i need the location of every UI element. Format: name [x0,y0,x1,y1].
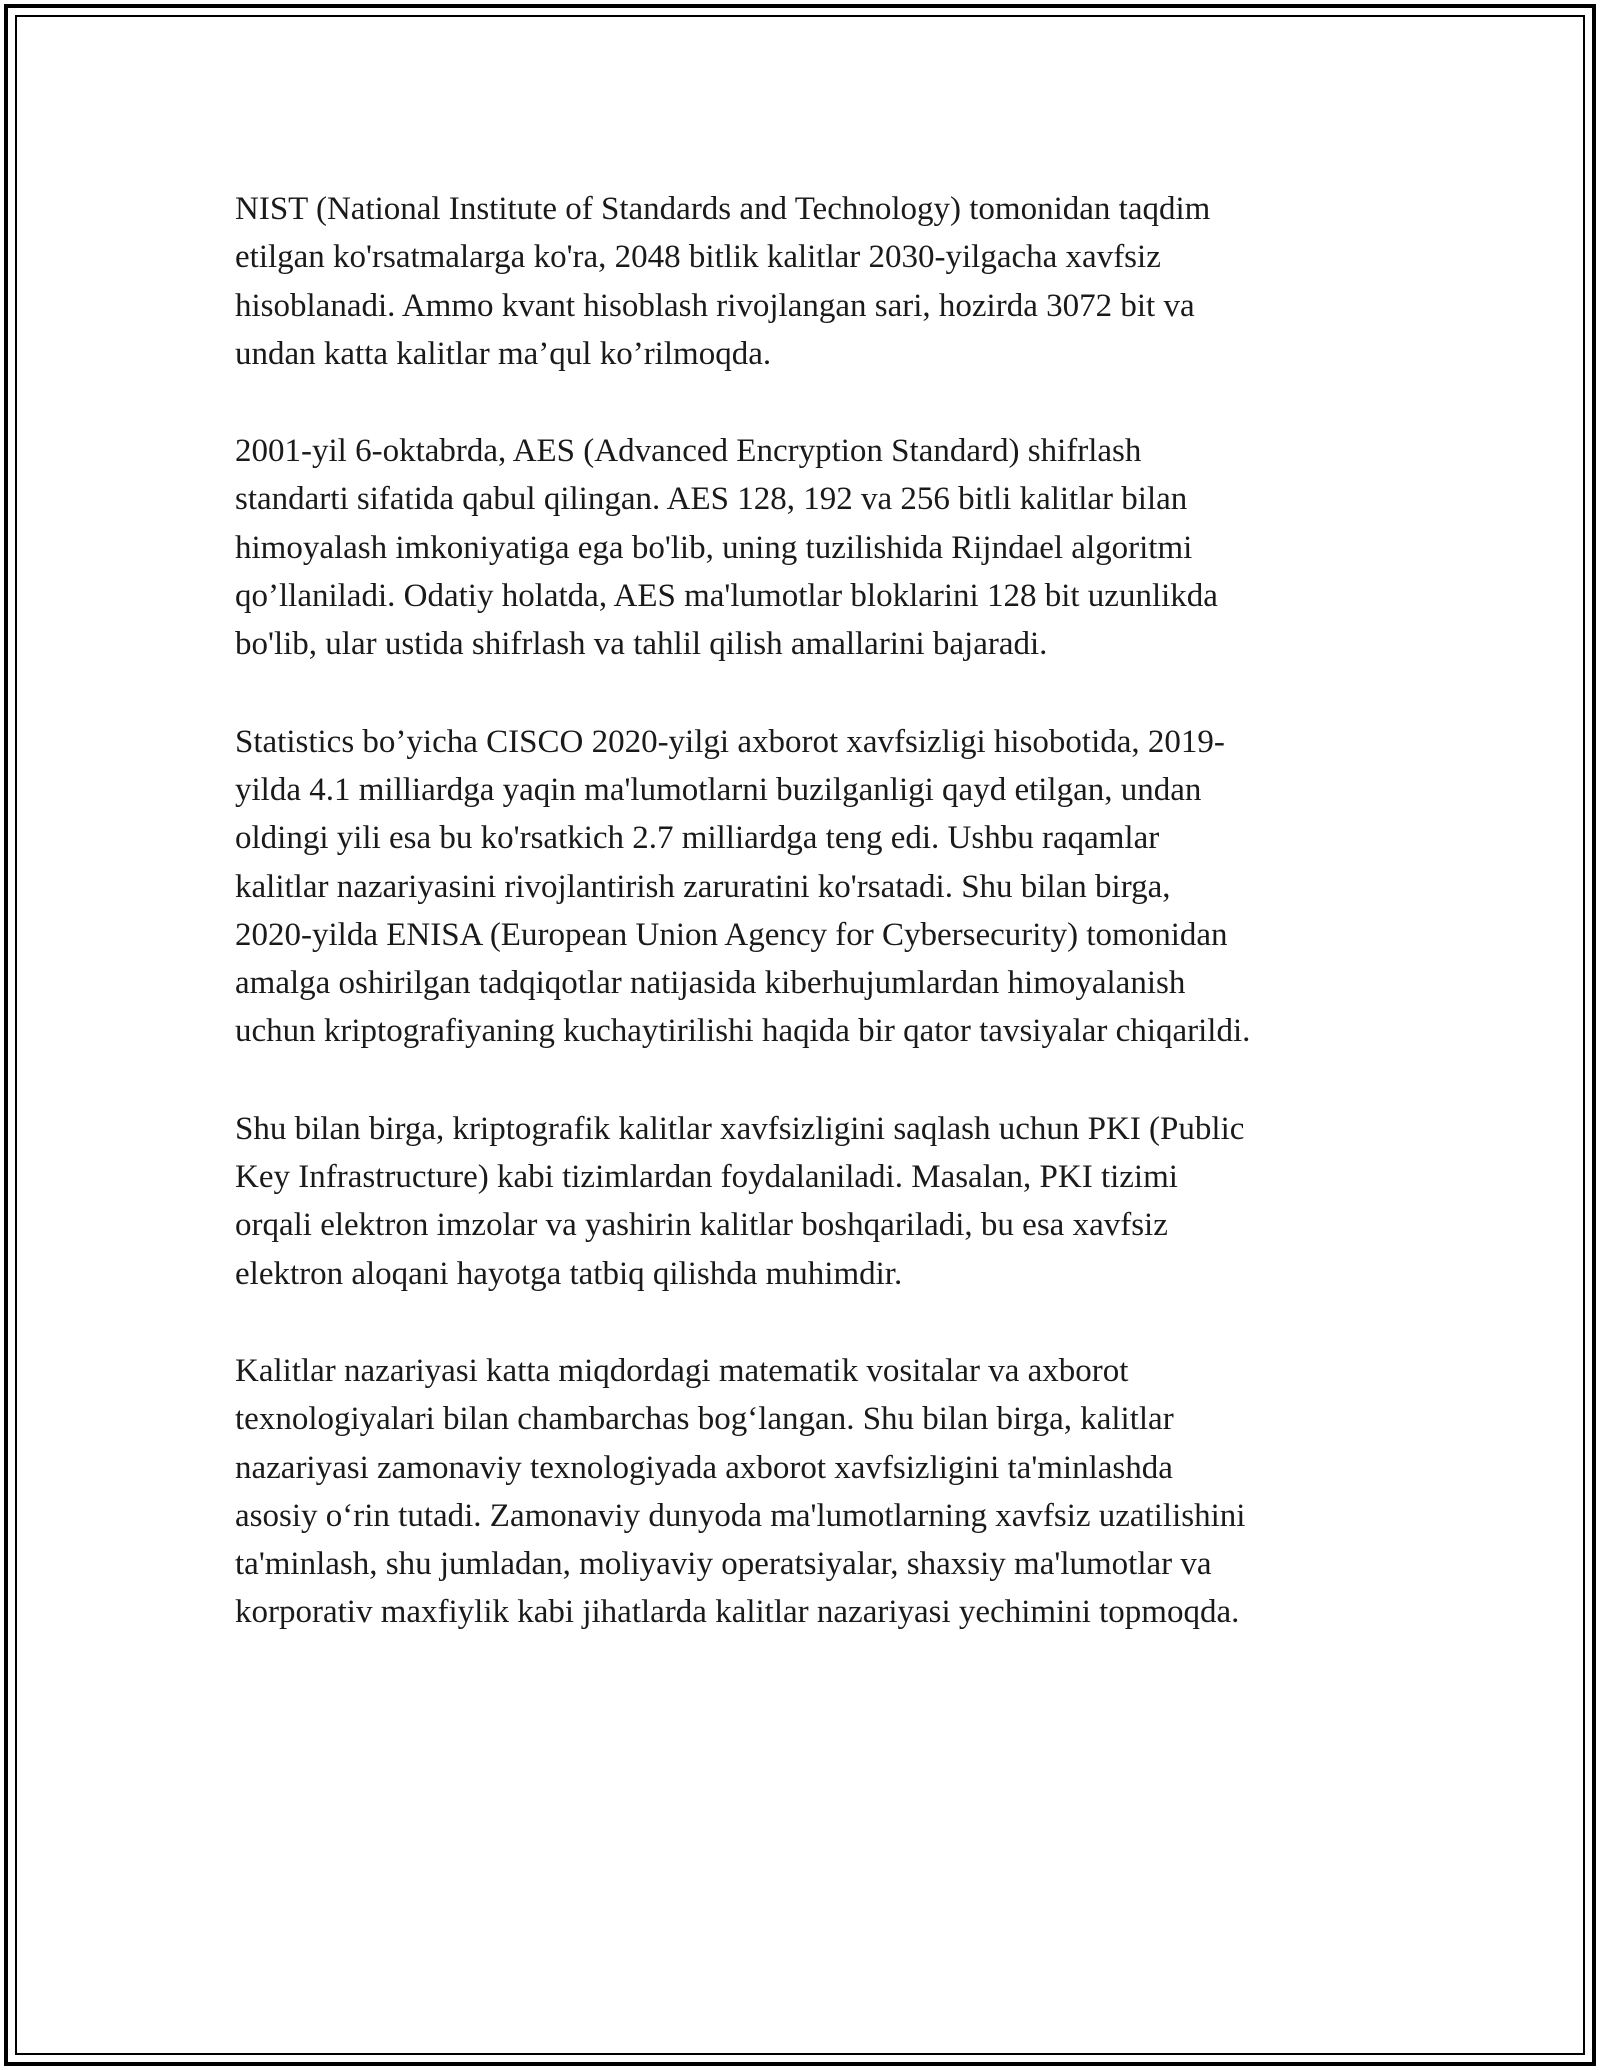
paragraph-pki: Shu bilan birga, kriptografik kalitlar xavfsizligini saqlash uchun PKI (Public Key Infrastructure) kabi tizimlardan foydalaniladi. Masalan, PKI tizimi orqali elektron imzolar va yashirin kalitlar boshqariladi, bu esa xavfsiz elektron aloqani hayotga tatbiq qilishda muhimdir. [235,1110,1245,1292]
document-body [235,185,1375,1686]
paragraph-nist: NIST (National Institute of Standards and Technology) tomonidan taqdim etilgan ko'rsatmalarga ko'ra, 2048 bitlik kalitlar 2030-yilgacha xavfsiz hisoblanadi. Ammo kvant hisoblash rivojlangan sari, hozirda 3072 bit va undan katta kalitlar ma’qul ko’rilmoqda. [235,191,1211,372]
paragraph-cisco-statistics: Statistics bo’yicha CISCO 2020-yilgi axborot xavfsizligi hisobotida, 2019- yilda 4.1 milliardga yaqin ma'lumotlarni buzilganligi qayd etilgan, undan oldingi yili esa bu ko'rsatkich 2.7 milliardga teng edi. Ushbu raqamlar kalitlar nazariyasini rivojlantirish zaruratini ko'rsatadi. Shu bilan birga, 2020-yilda ENISA (European Union Agency for Cybersecurity) tomonidan amalga oshirilgan tadqiqotlar natijasida kiberhujumlardan himoyalanish uchun kriptografiyaning kuchaytirilishi haqida bir qator tavsiyalar chiqarildi. [235,723,1251,1050]
paragraph-key-theory: Kalitlar nazariyasi katta miqdordagi matematik vositalar va axborot texnologiyalari bilan chambarchas bog‘langan. Shu bilan birga, kalitlar nazariyasi zamonaviy texnologiyada axborot xavfsizligini ta'minlashda asosiy o‘rin tutadi. Zamonaviy dunyoda ma'lumotlarning xavfsiz uzatilishini ta'minlash, shu jumladan, moliyaviy operatsiyalar, shaxsiy ma'lumotlar va korporativ maxfiylik kabi jihatlarda kalitlar nazariyasi yechimini topmoqda. [235,1352,1246,1631]
paragraph-aes: 2001-yil 6-oktabrda, AES (Advanced Encryption Standard) shifrlash standarti sifatida qabul qilingan. AES 128, 192 va 256 bitli kalitlar bilan himoyalash imkoniyatiga ega bo'lib, uning tuzilishida Rijndael algoritmi qo’llaniladi. Odatiy holatda, AES ma'lumotlar bloklarini 128 bit uzunlikda bo'lib, ular ustida shifrlash va tahlil qilish amallarini bajaradi. [235,433,1218,663]
